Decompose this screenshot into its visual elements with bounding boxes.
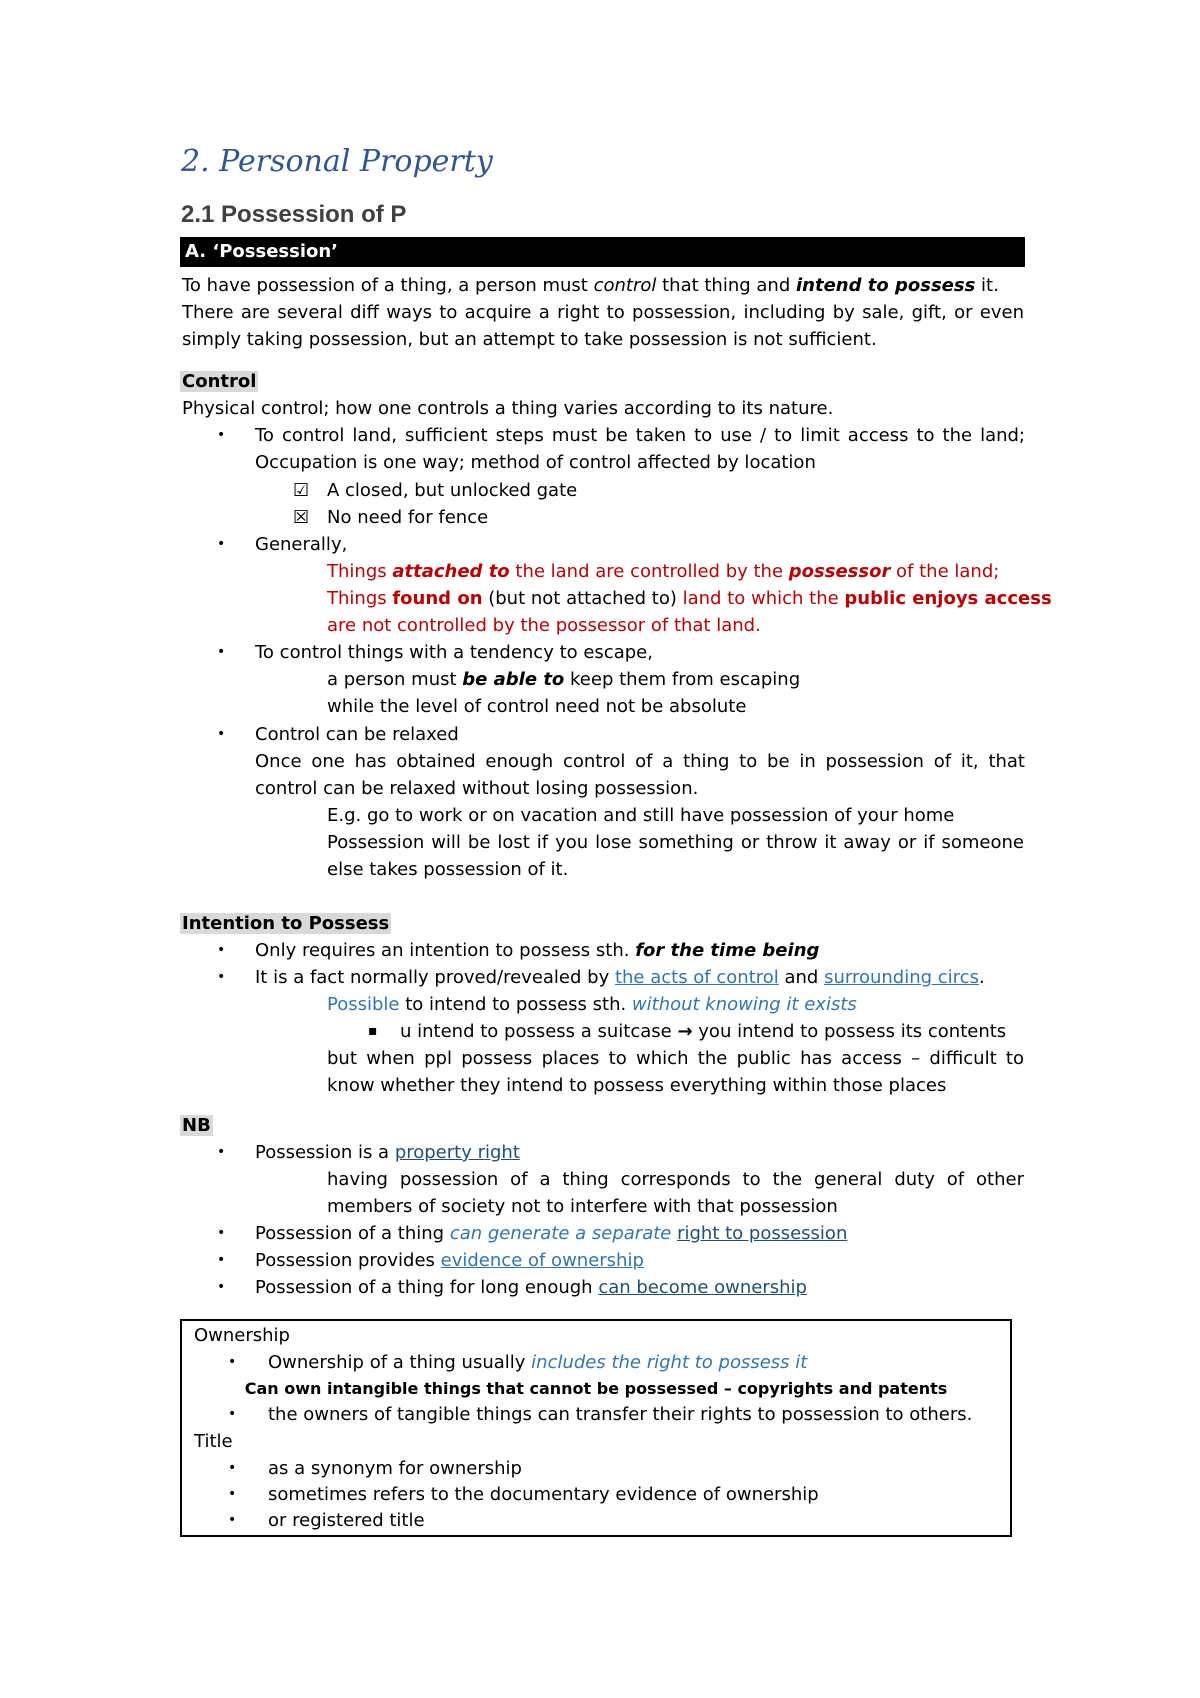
intention-bullet-1: Only requires an intention to possess sth. for the time being: [255, 940, 820, 961]
section-banner: [180, 237, 1025, 267]
title-bullet-1: as a synonym for ownership: [268, 1458, 522, 1479]
intro-line-3: simply taking possession, but an attempt to take possession is not sufficient.: [182, 329, 877, 350]
banner-label: A. ‘Possession’: [185, 241, 339, 262]
bullet-icon: •: [217, 1279, 226, 1295]
right-to-possession-link[interactable]: right to possession: [677, 1223, 848, 1244]
lost-line-1: Possession will be lost if you lose something or throw it away or if someone: [327, 832, 1024, 853]
intention-bullet-2: It is a fact normally proved/revealed by the acts of control and surrounding circs.: [255, 967, 985, 988]
bullet-icon: •: [228, 1486, 237, 1502]
nb-duty-line-2: members of society not to interfere with that possession: [327, 1196, 838, 1217]
land-control-line-2: Occupation is one way; method of control affected by location: [255, 452, 816, 473]
bullet-icon: •: [217, 644, 226, 660]
nb-bullet-4: Possession of a thing for long enough can become ownership: [255, 1277, 807, 1298]
bullet-icon: •: [217, 536, 226, 552]
escape-control-2: a person must be able to keep them from escaping: [327, 669, 801, 690]
square-bullet-icon: ▪: [368, 1023, 378, 1039]
nb-bullet-2: Possession of a thing can generate a separate right to possession: [255, 1223, 848, 1244]
intangible-note: Can own intangible things that cannot be possessed – copyrights and patents: [244, 1379, 948, 1398]
ownership-bullet-2: the owners of tangible things can transfer their rights to possession to others.: [268, 1404, 973, 1425]
bullet-icon: •: [228, 1406, 237, 1422]
bullet-icon: •: [217, 942, 226, 958]
title-bullet-3: or registered title: [268, 1510, 425, 1531]
arrow-right-icon: →: [677, 1021, 693, 1042]
example-line: E.g. go to work or on vacation and still have possession of your home: [327, 805, 955, 826]
escape-control: To control things with a tendency to escape,: [255, 642, 653, 663]
bullet-icon: •: [217, 427, 226, 443]
bullet-icon: •: [228, 1354, 237, 1370]
bullet-icon: •: [217, 726, 226, 742]
found-on-rule: Things found on (but not attached to) land to which the public enjoys access: [327, 588, 1052, 609]
ownership-bullet-1: Ownership of a thing usually includes the right to possess it: [268, 1352, 808, 1373]
lost-line-2: else takes possession of it.: [327, 859, 569, 880]
escape-control-3: while the level of control need not be absolute: [327, 696, 747, 717]
evidence-of-ownership-link[interactable]: evidence of ownership: [440, 1250, 644, 1271]
relax-control-2: Once one has obtained enough control of a thing to be in possession of it, that: [255, 751, 1025, 772]
title-bullet-2: sometimes refers to the documentary evidence of ownership: [268, 1484, 819, 1505]
generally-label: Generally,: [255, 534, 348, 555]
possible-line: Possible to intend to possess sth. without knowing it exists: [327, 994, 857, 1015]
ownership-heading: Ownership: [194, 1325, 290, 1346]
checkbox-crossed-icon: ☒: [293, 507, 310, 528]
title-heading: Title: [194, 1431, 233, 1452]
cross-item-fence: No need for fence: [327, 507, 489, 528]
nb-bullet-1: Possession is a property right: [255, 1142, 520, 1163]
can-become-ownership-link[interactable]: can become ownership: [598, 1277, 807, 1298]
land-control-line-1: To control land, sufficient steps must be taken to use / to limit access to the land;: [255, 425, 1025, 446]
bullet-icon: •: [217, 1144, 226, 1160]
nb-bullet-3: Possession provides evidence of ownership: [255, 1250, 644, 1271]
bullet-icon: •: [228, 1460, 237, 1476]
intro-line-1: To have possession of a thing, a person must control that thing and intend to possess it.: [182, 275, 999, 296]
surrounding-circs-link[interactable]: surrounding circs: [824, 967, 979, 988]
public-access-line-1: but when ppl possess places to which the public has access – difficult to: [327, 1048, 1024, 1069]
suitcase-line: u intend to possess a suitcase → you intend to possess its contents: [400, 1021, 1007, 1042]
public-access-line-2: know whether they intend to possess everything within those places: [327, 1075, 947, 1096]
intention-heading: Intention to Possess: [182, 913, 390, 934]
found-on-rule-cont: are not controlled by the possessor of that land.: [327, 615, 761, 636]
check-item-gate: A closed, but unlocked gate: [327, 480, 578, 501]
relax-control: Control can be relaxed: [255, 724, 459, 745]
property-right-link[interactable]: property right: [394, 1142, 520, 1163]
page-title: 2. Personal Property: [181, 144, 493, 179]
bullet-icon: •: [217, 969, 226, 985]
nb-duty-line-1: having possession of a thing corresponds to the general duty of other: [327, 1169, 1024, 1190]
bullet-icon: •: [217, 1225, 226, 1241]
relax-control-3: control can be relaxed without losing possession.: [255, 778, 699, 799]
bullet-icon: •: [228, 1512, 237, 1528]
ownership-title-box: [180, 1319, 1012, 1537]
section-heading: 2.1 Possession of P: [181, 201, 407, 228]
control-heading: Control: [182, 371, 257, 392]
attached-rule: Things attached to the land are controlled by the possessor of the land;: [327, 561, 1000, 582]
checkbox-checked-icon: ☑: [293, 480, 310, 501]
acts-of-control-link[interactable]: the acts of control: [614, 967, 779, 988]
intro-line-2: There are several diff ways to acquire a right to possession, including by sale, gift, or even: [182, 302, 1024, 323]
bullet-icon: •: [217, 1252, 226, 1268]
nb-heading: NB: [182, 1115, 211, 1136]
control-definition: Physical control; how one controls a thing varies according to its nature.: [182, 398, 834, 419]
